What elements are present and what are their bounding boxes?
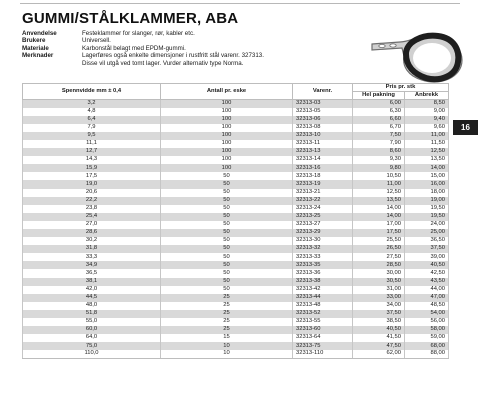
cell-qty: 100	[161, 100, 293, 108]
cell-price-broken: 14,00	[405, 164, 449, 172]
cell-price-broken: 37,50	[405, 245, 449, 253]
meta-key: Brukere	[22, 37, 46, 45]
page-title: GUMMI/STÅLKLAMMER, ABA	[22, 10, 239, 27]
cell-span: 51,8	[23, 310, 161, 318]
table-row	[23, 108, 449, 116]
cell-varenr: 32313-10	[293, 132, 353, 140]
price-table	[22, 83, 449, 359]
cell-span: 33,3	[23, 253, 161, 261]
cell-varenr: 32313-64	[293, 334, 353, 342]
cell-span: 60,0	[23, 326, 161, 334]
product-meta	[22, 30, 362, 67]
cell-price-whole: 25,50	[353, 237, 405, 245]
cell-span: 110,0	[23, 350, 161, 358]
cell-qty: 50	[161, 221, 293, 229]
meta-value: Festeklammer for slanger, rør, kabler etc.	[82, 30, 195, 37]
cell-price-whole: 62,00	[353, 350, 405, 358]
cell-varenr: 32313-36	[293, 269, 353, 277]
cell-span: 23,8	[23, 205, 161, 213]
meta-value: Disse vil utgå ved tomt lager. Vurder alternativ type Norma.	[82, 59, 244, 67]
table-row	[23, 261, 449, 269]
cell-qty: 50	[161, 172, 293, 180]
page-number-badge: 16	[453, 120, 478, 135]
cell-span: 44,5	[23, 294, 161, 302]
meta-row	[22, 30, 362, 37]
cell-price-whole: 13,50	[353, 197, 405, 205]
table-row	[23, 213, 449, 221]
cell-qty: 50	[161, 197, 293, 205]
table-row	[23, 124, 449, 132]
cell-price-broken: 43,50	[405, 278, 449, 286]
meta-value: Lagerføres også enkelte dimensjoner i rustfritt stål varenr. 327313.	[82, 52, 264, 60]
table-row	[23, 132, 449, 140]
cell-price-whole: 12,50	[353, 189, 405, 197]
cell-span: 4,8	[23, 108, 161, 116]
cell-span: 31,8	[23, 245, 161, 253]
cell-span: 14,3	[23, 156, 161, 164]
cell-price-broken: 36,50	[405, 237, 449, 245]
cell-qty: 50	[161, 245, 293, 253]
table-row	[23, 326, 449, 334]
cell-price-broken: 25,00	[405, 229, 449, 237]
cell-varenr: 32313-44	[293, 294, 353, 302]
meta-key: Anvendelse	[22, 30, 57, 37]
cell-price-broken: 68,00	[405, 342, 449, 350]
cell-price-broken: 16,00	[405, 180, 449, 188]
cell-price-broken: 40,50	[405, 261, 449, 269]
cell-price-whole: 6,70	[353, 124, 405, 132]
col-span-header: Spennvidde mm ± 0,4	[23, 84, 161, 100]
cell-varenr: 32313-32	[293, 245, 353, 253]
cell-span: 48,0	[23, 302, 161, 310]
cell-span: 38,1	[23, 278, 161, 286]
cell-qty: 100	[161, 148, 293, 156]
table-row	[23, 205, 449, 213]
cell-price-whole: 27,50	[353, 253, 405, 261]
table-row	[23, 302, 449, 310]
top-strip	[20, 0, 460, 4]
cell-span: 9,5	[23, 132, 161, 140]
cell-qty: 50	[161, 205, 293, 213]
cell-span: 42,0	[23, 286, 161, 294]
cell-price-broken: 47,00	[405, 294, 449, 302]
cell-price-broken: 48,50	[405, 302, 449, 310]
cell-qty: 25	[161, 294, 293, 302]
cell-price-whole: 33,00	[353, 294, 405, 302]
cell-price-whole: 47,50	[353, 342, 405, 350]
clamp-product-image	[366, 26, 466, 86]
cell-price-broken: 8,50	[405, 100, 449, 108]
cell-span: 30,2	[23, 237, 161, 245]
cell-varenr: 32313-38	[293, 278, 353, 286]
cell-varenr: 32313-110	[293, 350, 353, 358]
cell-varenr: 32313-14	[293, 156, 353, 164]
cell-span: 25,4	[23, 213, 161, 221]
cell-price-broken: 24,00	[405, 221, 449, 229]
cell-price-broken: 88,00	[405, 350, 449, 358]
col-varenr-header: Varenr.	[293, 84, 353, 100]
cell-price-whole: 14,00	[353, 205, 405, 213]
cell-span: 34,9	[23, 261, 161, 269]
table-row	[23, 294, 449, 302]
price-group-header: Pris pr. stk	[353, 84, 449, 92]
cell-price-broken: 42,50	[405, 269, 449, 277]
table-row	[23, 164, 449, 172]
cell-varenr: 32313-03	[293, 100, 353, 108]
cell-price-whole: 30,00	[353, 269, 405, 277]
cell-qty: 100	[161, 124, 293, 132]
cell-price-whole: 10,50	[353, 172, 405, 180]
cell-price-broken: 11,50	[405, 140, 449, 148]
cell-span: 20,6	[23, 189, 161, 197]
cell-span: 27,0	[23, 221, 161, 229]
cell-varenr: 32313-48	[293, 302, 353, 310]
meta-row	[22, 45, 362, 52]
table-row	[23, 237, 449, 245]
cell-price-whole: 6,30	[353, 108, 405, 116]
cell-price-whole: 8,60	[353, 148, 405, 156]
cell-varenr: 32313-27	[293, 221, 353, 229]
cell-varenr: 32313-06	[293, 116, 353, 124]
cell-varenr: 32313-21	[293, 189, 353, 197]
cell-span: 75,0	[23, 342, 161, 350]
cell-qty: 100	[161, 108, 293, 116]
cell-price-broken: 11,00	[405, 132, 449, 140]
cell-span: 7,9	[23, 124, 161, 132]
cell-qty: 100	[161, 116, 293, 124]
cell-qty: 100	[161, 164, 293, 172]
price-table-body	[23, 100, 449, 359]
meta-key	[22, 60, 82, 67]
cell-qty: 50	[161, 180, 293, 188]
cell-price-broken: 19,50	[405, 213, 449, 221]
cell-price-broken: 58,00	[405, 326, 449, 334]
cell-price-broken: 12,50	[405, 148, 449, 156]
table-row	[23, 286, 449, 294]
cell-qty: 100	[161, 132, 293, 140]
cell-price-broken: 56,00	[405, 318, 449, 326]
cell-qty: 50	[161, 229, 293, 237]
cell-varenr: 32313-60	[293, 326, 353, 334]
cell-varenr: 32313-08	[293, 124, 353, 132]
cell-varenr: 32313-42	[293, 286, 353, 294]
table-row	[23, 318, 449, 326]
cell-qty: 15	[161, 334, 293, 342]
cell-qty: 50	[161, 261, 293, 269]
cell-varenr: 32313-11	[293, 140, 353, 148]
meta-row	[22, 60, 362, 67]
cell-price-whole: 14,00	[353, 213, 405, 221]
cell-price-whole: 9,80	[353, 164, 405, 172]
meta-value: Karbonstål belagt med EPDM-gummi.	[82, 44, 186, 52]
cell-price-whole: 17,50	[353, 229, 405, 237]
cell-varenr: 32313-19	[293, 180, 353, 188]
table-row	[23, 189, 449, 197]
cell-qty: 50	[161, 189, 293, 197]
col-broken-header: Anbrekk	[405, 92, 449, 100]
cell-qty: 10	[161, 342, 293, 350]
cell-span: 3,2	[23, 100, 161, 108]
cell-price-whole: 7,90	[353, 140, 405, 148]
cell-span: 64,0	[23, 334, 161, 342]
table-row	[23, 140, 449, 148]
cell-span: 11,1	[23, 140, 161, 148]
cell-price-whole: 7,50	[353, 132, 405, 140]
meta-key: Merknader	[22, 52, 54, 60]
cell-span: 28,6	[23, 229, 161, 237]
table-row	[23, 310, 449, 318]
cell-varenr: 32313-24	[293, 205, 353, 213]
cell-varenr: 32313-33	[293, 253, 353, 261]
cell-price-broken: 54,00	[405, 310, 449, 318]
cell-price-whole: 38,50	[353, 318, 405, 326]
cell-varenr: 32313-16	[293, 164, 353, 172]
cell-price-whole: 34,00	[353, 302, 405, 310]
cell-price-whole: 26,50	[353, 245, 405, 253]
cell-price-broken: 44,00	[405, 286, 449, 294]
cell-qty: 25	[161, 318, 293, 326]
cell-price-whole: 41,50	[353, 334, 405, 342]
table-row	[23, 245, 449, 253]
cell-varenr: 32313-52	[293, 310, 353, 318]
cell-qty: 25	[161, 326, 293, 334]
table-row	[23, 100, 449, 108]
cell-span: 12,7	[23, 148, 161, 156]
cell-span: 55,0	[23, 318, 161, 326]
table-row	[23, 221, 449, 229]
table-row	[23, 148, 449, 156]
table-row	[23, 350, 449, 358]
meta-value: Universell.	[82, 37, 111, 45]
cell-price-broken: 19,00	[405, 197, 449, 205]
cell-span: 19,0	[23, 180, 161, 188]
cell-qty: 100	[161, 140, 293, 148]
cell-price-whole: 28,50	[353, 261, 405, 269]
cell-price-whole: 6,60	[353, 116, 405, 124]
cell-price-whole: 11,00	[353, 180, 405, 188]
cell-span: 17,5	[23, 172, 161, 180]
table-row	[23, 156, 449, 164]
cell-span: 36,5	[23, 269, 161, 277]
cell-varenr: 32313-22	[293, 197, 353, 205]
cell-price-broken: 18,00	[405, 189, 449, 197]
cell-qty: 100	[161, 156, 293, 164]
cell-qty: 50	[161, 253, 293, 261]
cell-varenr: 32313-30	[293, 237, 353, 245]
cell-qty: 50	[161, 278, 293, 286]
table-row	[23, 172, 449, 180]
cell-varenr: 32313-55	[293, 318, 353, 326]
meta-row	[22, 37, 362, 44]
cell-qty: 50	[161, 213, 293, 221]
cell-price-whole: 17,00	[353, 221, 405, 229]
cell-qty: 25	[161, 310, 293, 318]
table-row	[23, 278, 449, 286]
cell-qty: 50	[161, 269, 293, 277]
table-row	[23, 180, 449, 188]
cell-price-whole: 37,50	[353, 310, 405, 318]
table-row	[23, 197, 449, 205]
meta-key: Materiale	[22, 44, 49, 52]
cell-qty: 10	[161, 350, 293, 358]
cell-varenr: 32313-18	[293, 172, 353, 180]
cell-varenr: 32313-05	[293, 108, 353, 116]
cell-span: 22,2	[23, 197, 161, 205]
cell-span: 15,9	[23, 164, 161, 172]
cell-qty: 50	[161, 286, 293, 294]
cell-price-whole: 6,00	[353, 100, 405, 108]
cell-varenr: 32313-75	[293, 342, 353, 350]
table-row	[23, 269, 449, 277]
table-row	[23, 334, 449, 342]
table-row	[23, 229, 449, 237]
table-row	[23, 253, 449, 261]
cell-price-whole: 9,30	[353, 156, 405, 164]
cell-price-broken: 9,40	[405, 116, 449, 124]
cell-price-broken: 59,00	[405, 334, 449, 342]
meta-row	[22, 52, 362, 59]
cell-varenr: 32313-13	[293, 148, 353, 156]
cell-varenr: 32313-25	[293, 213, 353, 221]
cell-price-broken: 15,00	[405, 172, 449, 180]
cell-price-broken: 9,00	[405, 108, 449, 116]
cell-qty: 25	[161, 302, 293, 310]
cell-varenr: 32313-29	[293, 229, 353, 237]
cell-varenr: 32313-35	[293, 261, 353, 269]
cell-qty: 50	[161, 237, 293, 245]
cell-price-broken: 19,50	[405, 205, 449, 213]
col-whole-header: Hel pakning	[353, 92, 405, 100]
col-qty-header: Antall pr. eske	[161, 84, 293, 100]
cell-span: 6,4	[23, 116, 161, 124]
cell-price-whole: 31,00	[353, 286, 405, 294]
cell-price-broken: 13,50	[405, 156, 449, 164]
cell-price-whole: 30,50	[353, 278, 405, 286]
table-row	[23, 342, 449, 350]
table-row	[23, 116, 449, 124]
cell-price-broken: 9,60	[405, 124, 449, 132]
cell-price-whole: 40,50	[353, 326, 405, 334]
cell-price-broken: 39,00	[405, 253, 449, 261]
